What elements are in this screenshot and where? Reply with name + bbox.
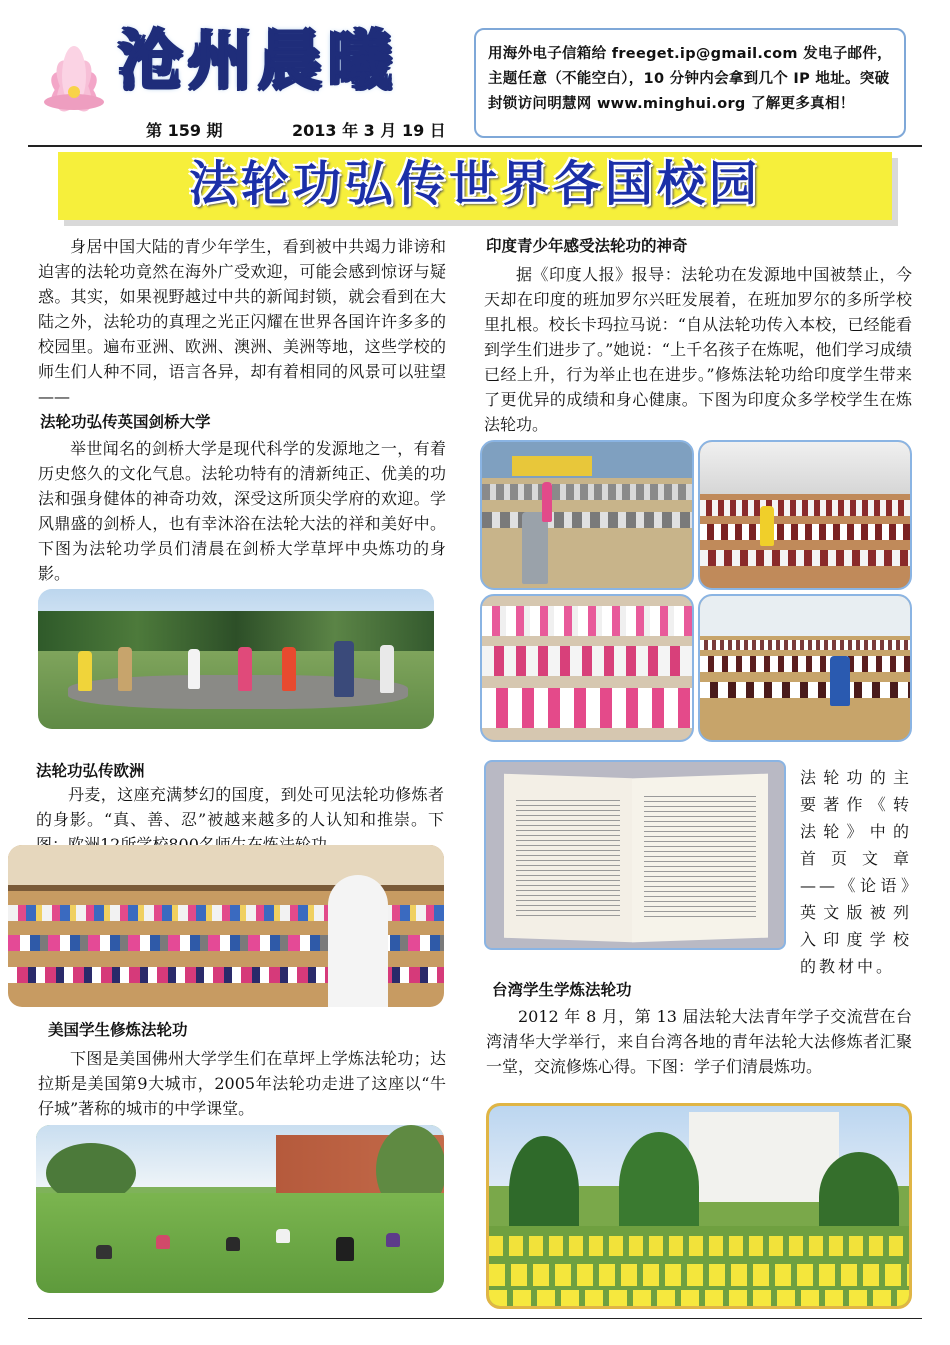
europe-text: 丹麦，这座充满梦幻的国度，到处可见法轮功修炼者的身影。“真、善、忍”被越来越多的人认知和推崇。下 — [36, 785, 444, 829]
india-photo-3 — [480, 594, 694, 742]
usa-text: 下图是美国佛州大学学生们在草坪上学炼法轮功；达拉斯是美国第9大城市，2005年法轮功走进了这座以“牛仔城”著称的城市的中学课堂。 — [38, 1049, 446, 1118]
proxy-notice-box: 用海外电子信箱给 freeget.ip@gmail.com 发电子邮件，主题任意（不能空白），10 分钟内会拿到几个 IP 地址。突破封锁访问明慧网 www.minghui.org 了解更多真相！ — [474, 28, 906, 138]
headline-banner: 法轮功弘传世界各国校园 — [58, 152, 892, 220]
usa-heading: 美国学生修炼法轮功 — [48, 1021, 188, 1039]
taiwan-text: 2012 年 8 月，第 13 届法轮大法青年学子交流营在台湾清华大学举行，来自台湾各地的青年法轮大法修炼者汇聚一堂，交流修炼心得。下图：学子们清晨炼功。 — [486, 1007, 912, 1076]
cambridge-text: 举世闻名的剑桥大学是现代科学的发源地之一，有着历史悠久的文化气息。法轮功特有的清新纯正、优美的功法和强身健体的神奇功效，深受这所顶尖学府的欢迎。学风鼎盛的剑桥人，也有幸沐浴在法轮大法的祥和美好中。下图为法轮功学员们清晨在剑桥大学草坪中央炼功的身影。 — [38, 439, 446, 583]
india-text: 据《印度人报》报导：法轮功在发源地中国被禁止，今天却在印度的班加罗尔兴旺发展着，在班加罗尔的多所学校里扎根。校长卡玛拉马说：“自从法轮功传入本校，已经能看到学生们进步了。”她说：“上千名孩子在炼呢，他们学习成绩已经上升，行为举止也在进步。”修炼法轮功给印度学生带来了更优异的成绩和身心健康。下图为印度众多学校学生在炼法轮功。 — [484, 265, 912, 434]
book-photo — [484, 760, 786, 950]
india-heading: 印度青少年感受法轮功的神奇 — [486, 237, 688, 255]
india-photo-4 — [698, 594, 912, 742]
book-caption: 法轮功的主要著作《转法轮》中的首页文章——《论语》英文版被列入印度学校的教材中。 — [800, 768, 912, 976]
india-photo-2 — [698, 440, 912, 590]
intro-text: 身居中国大陆的青少年学生，看到被中共竭力诽谤和迫害的法轮功竟然在海外广受欢迎，可能会感到惊讶与疑惑。其实，如果视野越过中共的新闻封锁，就会看到在大陆之外，法轮功的真理之光正闪耀在世界各国许许多多的校园里。遍布亚洲、欧洲、澳洲、美洲等地，这些学校的师生们人种不同，语言各异，却有着相同的风景可以驻望—— — [38, 237, 446, 406]
taiwan-heading: 台湾学生学炼法轮功 — [492, 981, 632, 999]
issue-number: 第 159 期 — [146, 121, 223, 140]
india-photo-1 — [480, 440, 694, 590]
taiwan-photo — [486, 1103, 912, 1309]
header-rule — [28, 145, 922, 147]
cambridge-photo — [38, 589, 434, 729]
europe-photo — [8, 845, 444, 1007]
europe-heading: 法轮功弘传欧洲 — [36, 762, 145, 780]
masthead-title: 沧州晨曦 — [118, 25, 398, 99]
issue-date: 2013 年 3 月 19 日 — [292, 121, 446, 140]
lotus-logo — [28, 30, 120, 122]
cambridge-heading: 法轮功弘传英国剑桥大学 — [40, 413, 211, 431]
usa-photo — [36, 1125, 444, 1293]
footer-rule — [28, 1318, 922, 1319]
